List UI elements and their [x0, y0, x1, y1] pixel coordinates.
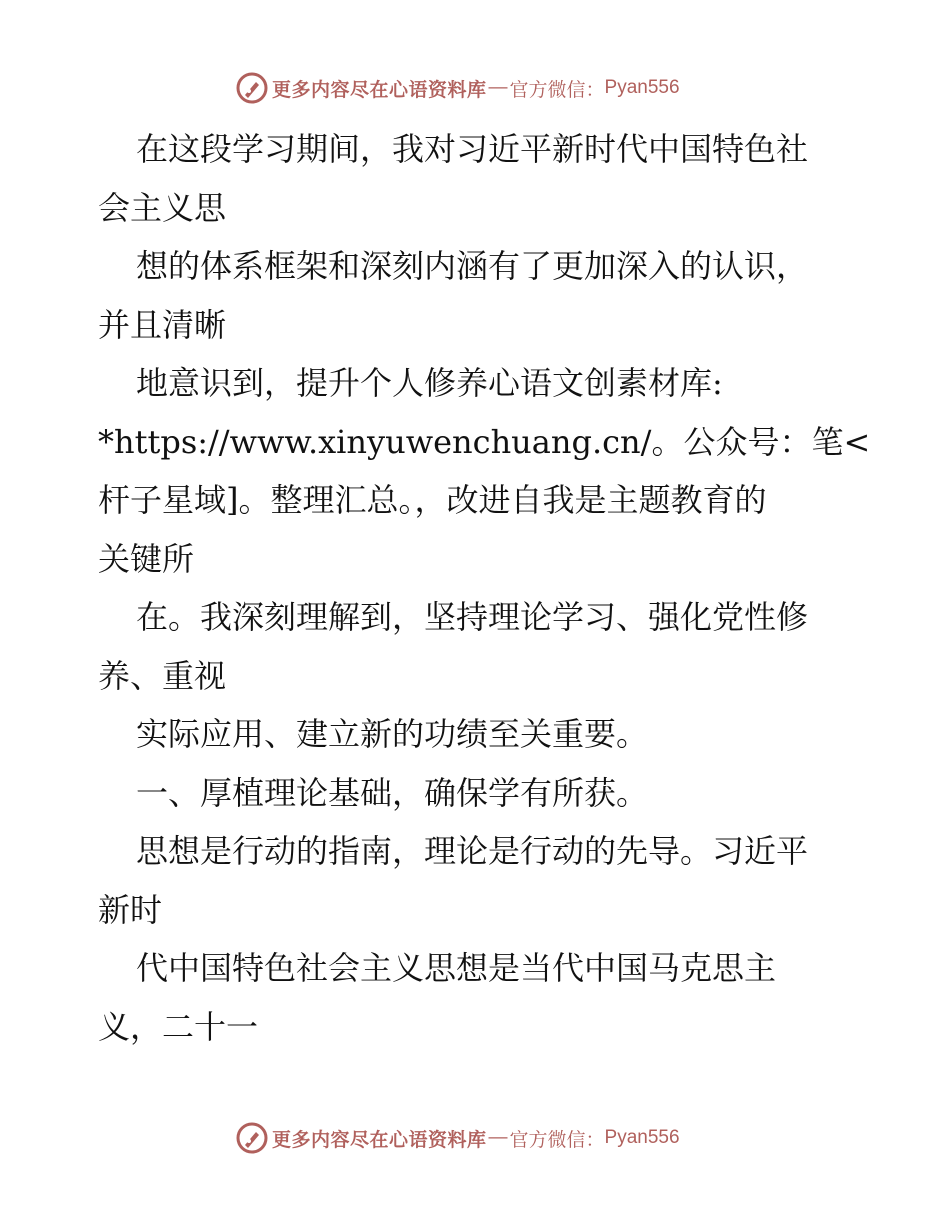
text-line: 实际应用、建立新的功绩至关重要。 [136, 715, 649, 753]
text-line: 在。我深刻理解到，坚持理论学习、强化党性修 [136, 598, 809, 636]
watermark-text: 更多内容尽在心语资料库 [272, 1128, 487, 1151]
text-line: 养、重视 [98, 656, 227, 695]
text-line: 义，二十一 [98, 1007, 259, 1046]
text-line: 思想是行动的指南，理论是行动的先导。习近平 [136, 832, 809, 870]
watermark-text: 更多内容尽在心语资料库 [272, 78, 487, 101]
text-line: 地意识到，提升个人修养心语文创素材库: [136, 364, 723, 402]
pen-logo-icon [236, 1122, 268, 1154]
watermark-separator: — [488, 77, 508, 98]
text-line: 新时 [98, 890, 163, 929]
text-line: 会主义思 [98, 188, 227, 227]
pen-logo-icon [236, 72, 268, 104]
text-line: 代中国特色社会主义思想是当代中国马克思主 [136, 949, 777, 987]
text-line: 一、厚植理论基础，确保学有所获。 [136, 773, 649, 812]
watermark-contact-label: 官方微信： [509, 78, 605, 101]
text-line: 并且清晰 [98, 305, 227, 344]
text-line: 在这段学习期间，我对习近平新时代中国特色社 [136, 130, 809, 168]
watermark-separator: — [488, 1127, 508, 1148]
text-line: 关键所 [98, 539, 195, 578]
watermark-contact-id: Pyan556 [604, 1127, 680, 1148]
text-line: 想的体系框架和深刻内涵有了更加深入的认识， [136, 247, 809, 285]
header-watermark [236, 72, 680, 104]
text-line: *https://www.xinyuwenchuang.cn/。公众号：笔< [98, 422, 871, 461]
text-line: 杆子星域]。整理汇总。，改进自我是主题教育的 [98, 481, 767, 519]
footer-watermark [236, 1122, 680, 1154]
document-body [98, 120, 871, 1056]
watermark-contact-label: 官方微信： [509, 1128, 605, 1151]
watermark-contact-id: Pyan556 [604, 77, 680, 98]
